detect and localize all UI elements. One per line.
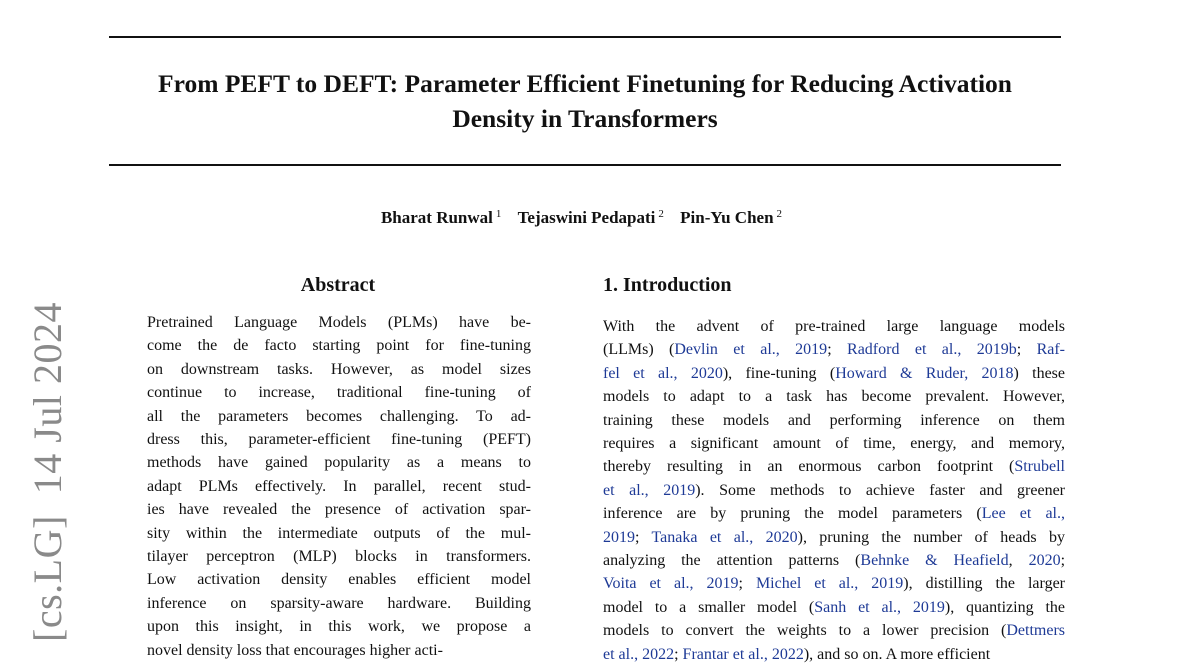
citation-link[interactable]: 2019 [603,528,635,546]
introduction-text: ; [674,645,683,663]
author-name: Pin-Yu Chen [680,208,774,227]
introduction-line [603,409,1065,432]
introduction-text: ), fine-tuning ( [722,364,836,382]
introduction-line [603,338,1065,361]
citation-link[interactable]: fel et al., 2020 [603,364,723,382]
introduction-line [603,315,1065,338]
abstract-line: ies have revealed the presence of activation spar- [147,501,531,519]
abstract-line: sity within the intermediate outputs of the mul- [147,524,531,542]
citation-link[interactable]: et al., 2019 [603,481,696,499]
introduction-text: training these models and performing inference on them [603,411,1065,429]
introduction-line [603,385,1065,408]
citation-link[interactable]: Lee et al., [981,505,1065,523]
introduction-line [603,596,1065,619]
abstract-line: on downstream tasks. However, as model sizes [147,360,531,378]
bottom-rule [109,164,1061,166]
author-affiliation: 1 [495,208,502,220]
introduction-text: thereby resulting in an enormous carbon footprint ( [603,458,1015,476]
author [381,208,501,227]
introduction-line [603,526,1065,549]
citation-link[interactable]: Dettmers [1006,622,1065,640]
author-affiliation: 2 [658,208,664,220]
arxiv-side-stamp: [cs.LG] 14 Jul 2024 [25,302,70,642]
introduction-text: ; [1016,341,1037,359]
introduction-text: ; [1060,552,1066,570]
introduction-line [603,549,1065,572]
introduction-line [603,502,1065,525]
introduction-text: ). Some methods to achieve faster and greener [695,481,1066,499]
abstract-line: methods have gained popularity as a means to [147,454,531,472]
citation-link[interactable]: Sanh et al., 2019 [814,598,945,616]
introduction-body [603,315,1065,666]
abstract-line: come the de facto starting point for fine-tuning [147,337,531,355]
abstract-line: upon this insight, in this work, we propose a [147,618,531,636]
introduction-line [603,619,1065,642]
citation-link[interactable]: Tanaka et al., 2020 [651,528,798,546]
introduction-text: ) these [1013,364,1066,382]
introduction-text: ; [635,528,652,546]
introduction-heading: 1. Introduction [603,274,732,296]
author [680,208,782,227]
abstract-line: Low activation density enables efficient model [147,571,531,589]
abstract-line: continue to increase, traditional fine-tuning of [147,384,531,402]
introduction-text: inference are by pruning the model parameters ( [603,505,982,523]
introduction-text: ), distilling the larger [903,575,1065,593]
introduction-text: models to convert the weights to a lower precision ( [603,622,1007,640]
author-name: Tejaswini Pedapati [517,208,656,227]
citation-link[interactable]: et al., 2022 [603,645,675,663]
introduction-line [603,479,1065,502]
abstract-line: inference on sparsity-aware hardware. Building [147,594,531,612]
abstract-line: all the parameters becomes challenging. To ad- [147,407,531,425]
abstract-line: dress this, parameter-efficient fine-tuning (PEFT) [147,431,531,449]
introduction-text: requires a significant amount of time, energy, and memory, [603,435,1065,453]
citation-link[interactable]: Strubell [1014,458,1065,476]
introduction-text: (LLMs) ( [603,341,675,359]
abstract-line: Pretrained Language Models (PLMs) have be- [147,314,531,331]
introduction-line [603,362,1065,385]
introduction-text: ), and so on. A more efficient [803,645,991,663]
introduction-text: models to adapt to a task has become prevalent. However, [603,388,1065,406]
author-name: Bharat Runwal [380,208,493,227]
introduction-text: ), pruning the number of heads by [797,528,1066,546]
citation-link[interactable]: Michel et al., 2019 [755,575,904,593]
introduction-text: , [1008,552,1029,570]
citation-link[interactable]: Howard & Ruder, 2018 [835,364,1014,382]
introduction-text: ; [827,341,848,359]
citation-link[interactable]: Frantar et al., 2022 [682,645,804,663]
introduction-text: ), quantizing the [944,598,1065,616]
abstract-line: adapt PLMs effectively. In parallel, recent stud- [147,477,531,495]
introduction-line [603,432,1065,455]
paper-title [100,66,1070,136]
abstract-body [147,311,531,662]
abstract-line: novel density loss that encourages higher acti- [147,641,443,659]
top-rule [109,36,1061,38]
introduction-text: model to a smaller model ( [603,598,815,616]
introduction-text: ; [738,575,756,593]
citation-link[interactable]: Behnke & Heafield [860,552,1009,570]
title-line-1: From PEFT to DEFT: Parameter Efficient Finetuning for Reducing Activation [158,69,1012,98]
introduction-line [603,572,1065,595]
citation-link[interactable]: Raf- [1036,341,1066,359]
introduction-text: analyzing the attention patterns ( [603,552,861,570]
citation-link[interactable]: Radford et al., 2019b [847,341,1017,359]
introduction-text: With the advent of pre-trained large language models [603,318,1065,335]
abstract-heading: Abstract [300,274,376,296]
introduction-line [603,455,1065,478]
abstract-line: tilayer perceptron (MLP) blocks in transformers. [147,548,531,566]
citation-link[interactable]: Voita et al., 2019 [603,575,739,593]
author-list [0,208,1163,228]
citation-link[interactable]: 2020 [1028,552,1061,570]
author-affiliation: 2 [776,208,783,220]
author [518,208,664,227]
title-line-2: Density in Transformers [452,104,718,133]
introduction-line [603,643,1065,666]
citation-link[interactable]: Devlin et al., 2019 [674,341,828,359]
